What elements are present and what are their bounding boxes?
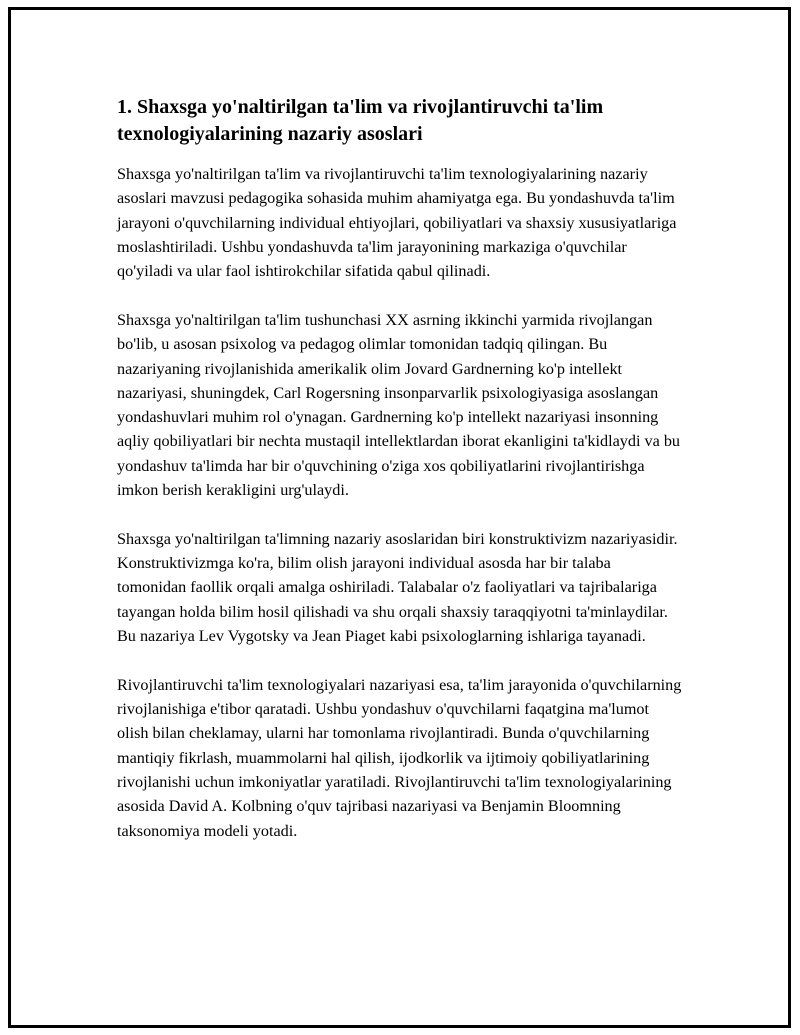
paragraph-4: Rivojlantiruvchi ta'lim texnologiyalari nazariyasi esa, ta'lim jarayonida o'quvchilarning rivojlanishiga e'tibor qaratadi. Ushbu yondashuv o'quvchilarni faqatgina ma'lumot olish bilan cheklamay, ularni har tomonlama rivojlantiradi. Bunda o'quvchilarning mantiqiy fikrlash, muammolarni hal qilish, ijodkorlik va ijtimoiy qobiliyatlarining rivojlanishi uchun imkoniyatlar yaratiladi. Rivojlantiruvchi ta'lim texnologiyalarining asosida David A. Kolbning o'quv tajribasi nazariyasi va Benjamin Bloomning taksonomiya modeli yotadi. [117, 675, 682, 840]
paragraph-1: Shaxsga yo'naltirilgan ta'lim va rivojlantiruvchi ta'lim texnologiyalarining nazariy asoslari mavzusi pedagogika sohasida muhim ahamiyatga ega. Bu yondashuvda ta'lim jarayoni o'quvchilarning individual ehtiyojlari, qobiliyatlari va shaxsiy xususiyatlariga moslashtiriladi. Ushbu yondashuvda ta'lim jarayonining markaziga o'quvchilar qo'yiladi va ular faol ishtirokchilar sifatida qabul qilinadi. [117, 165, 677, 281]
paragraph-2: Shaxsga yo'naltirilgan ta'lim tushunchasi XX asrning ikkinchi yarmida rivojlangan bo'lib, u asosan psixolog va pedagog olimlar tomonidan tadqiq qilingan. Bu nazariyaning rivojlanishida amerikalik olim Jovard Gardnerning ko'p intellekt nazariyasi, shuningdek, Carl Rogersning insonparvarlik psixologiyasiga asoslangan yondashuvlari muhim rol o'ynagan. Gardnerning ko'p intellekt nazariyasi insonning aqliy qobiliyatlari bir nechta mustaqil intellektlardan iborat ekanligini ta'kidlaydi va bu yondashuv ta'limda har bir o'quvchining o'ziga xos qobiliyatlarini rivojlantirishga imkon berish kerakligini urg'ulaydi. [117, 310, 681, 500]
document-body [117, 94, 682, 867]
paragraph-3: Shaxsga yo'naltirilgan ta'limning nazariy asoslaridan biri konstruktivizm nazariyasidir. Konstruktivizmga ko'ra, bilim olish jarayoni individual asosda har bir talaba tomonidan faollik orqali amalga oshiriladi. Talabalar o'z faoliyatlari va tajribalariga tayangan holda bilim hosil qilishadi va shu orqali shaxsiy taraqqiyotni ta'minlaydilar. Bu nazariya Lev Vygotsky va Jean Piaget kabi psixologlarning ishlariga tayanadi. [117, 529, 678, 646]
section-heading: 1. Shaxsga yo'naltirilgan ta'lim va rivojlantiruvchi ta'lim texnologiyalarining nazariy asoslari [117, 96, 604, 145]
